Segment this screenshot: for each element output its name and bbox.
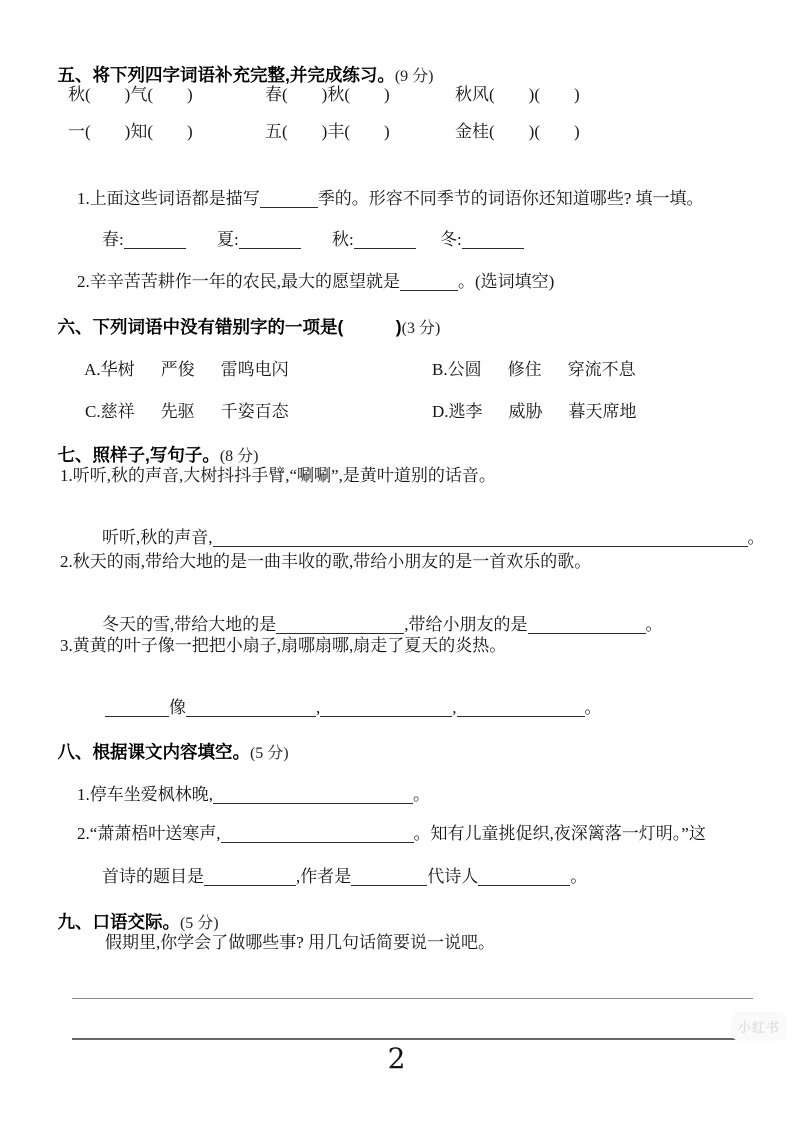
fill-in-blank <box>462 234 524 249</box>
option-word: 先驱 <box>160 402 195 421</box>
fill-in-blank <box>354 234 416 249</box>
question-text: 代诗人 <box>427 867 479 886</box>
question-text: ,作者是 <box>296 867 352 886</box>
option-word: B.公圆 <box>432 360 482 379</box>
option-word: 暮天席地 <box>568 402 637 421</box>
page-number: 2 <box>387 1042 406 1075</box>
section-9-score: (5 分) <box>179 915 219 932</box>
answer-text: ,带给小朋友的是 <box>404 615 528 634</box>
option-word: 修住 <box>507 360 542 379</box>
question-7-2: 2.秋天的雨,带给大地的是一曲丰收的歌,带给小朋友的是一首欢乐的歌。 <box>60 552 592 571</box>
idiom-blank-cell: 秋风( )( ) <box>455 85 580 104</box>
fill-in-blank <box>351 871 427 886</box>
xiaohongshu-watermark: 小红书 <box>731 1012 787 1041</box>
fill-in-blank <box>239 234 301 249</box>
question-7-1: 1.听听,秋的声音,大树抖抖手臂,“唰唰”,是黄叶道别的话音。 <box>60 466 496 485</box>
fill-in-blank <box>320 702 452 717</box>
question-text: 。 <box>413 785 430 804</box>
question-text: 2.“萧萧梧叶送寒声, <box>77 824 221 843</box>
fill-in-blank <box>528 619 646 634</box>
section-5-title: 五、将下列四字词语补充完整,并完成练习。 <box>57 65 395 85</box>
option-d <box>415 379 637 445</box>
section-6-score: (3 分) <box>401 320 441 337</box>
season-autumn-label: 秋: <box>332 230 354 249</box>
fill-in-blank <box>204 871 296 886</box>
fill-in-blank <box>213 532 748 547</box>
idiom-blank-cell: 金桂( )( ) <box>455 122 580 141</box>
fill-in-blank <box>221 828 414 843</box>
section-7-title: 七、照样子,写句子。 <box>57 445 220 465</box>
question-text: 。 <box>570 867 588 886</box>
option-word: 威胁 <box>508 402 543 421</box>
season-winter-label: 冬: <box>440 230 462 249</box>
fill-in-blank <box>260 193 318 208</box>
answer-text: 像 <box>169 698 186 717</box>
answer-text: 。 <box>584 698 602 717</box>
idiom-blank-cell: 一( )知( ) <box>68 122 193 141</box>
question-text: 1.停车坐爱枫林晚, <box>77 785 213 804</box>
answer-line-2 <box>72 1038 753 1040</box>
option-word: C.慈祥 <box>85 402 135 421</box>
fill-in-blank <box>186 702 316 717</box>
section-8-score: (5 分) <box>249 745 289 762</box>
season-spring-label: 春: <box>102 230 124 249</box>
option-word: 严俊 <box>160 360 195 379</box>
section-8-title: 八、根据课文内容填空。 <box>57 742 250 762</box>
question-text: 。(选词填空) <box>458 272 555 291</box>
question-text: 1.上面这些词语都是描写 <box>77 189 260 208</box>
option-word: 穿流不息 <box>567 360 636 379</box>
fill-in-blank <box>457 702 585 717</box>
fill-in-blank <box>124 234 186 249</box>
option-word: A.华树 <box>84 360 135 379</box>
section-7-score: (8 分) <box>219 448 259 465</box>
question-text: 季的。形容不同季节的词语你还知道哪些? 填一填。 <box>317 189 704 208</box>
option-word: 千姿百态 <box>220 402 289 421</box>
answer-text: , <box>452 698 457 717</box>
question-text: 。知有儿童挑促织,夜深篱落一灯明。”这 <box>413 824 706 843</box>
fill-in-blank <box>276 619 404 634</box>
answer-line-1 <box>72 998 753 999</box>
answer-text: , <box>316 698 321 717</box>
fill-in-blank <box>400 276 458 291</box>
answer-text: 。 <box>645 615 663 634</box>
fill-in-blank <box>478 871 570 886</box>
question-7-3: 3.黄黄的叶子像一把把小扇子,扇哪扇哪,扇走了夏天的炎热。 <box>60 636 507 655</box>
idiom-blank-cell: 秋( )气( ) <box>68 85 193 104</box>
section-5-score: (9 分) <box>394 68 434 85</box>
option-word: 雷鸣电闪 <box>220 360 289 379</box>
fill-in-blank <box>105 702 169 717</box>
answer-text: 听听,秋的声音, <box>102 528 213 547</box>
answer-text: 。 <box>747 528 765 547</box>
answer-text: 冬天的雪,带给大地的是 <box>102 615 277 634</box>
question-text: 2.辛辛苦苦耕作一年的农民,最大的愿望就是 <box>77 272 400 291</box>
idiom-blank-cell: 五( )丰( ) <box>265 122 390 141</box>
speaking-prompt: 假期里,你学会了做哪些事? 用几句话简要说一说吧。 <box>105 933 496 952</box>
idiom-blank-cell: 春( )秋( ) <box>265 85 390 104</box>
section-6-title: 六、下列词语中没有错别字的一项是( ) <box>57 317 402 337</box>
section-9-title: 九、口语交际。 <box>57 912 180 932</box>
question-text: 首诗的题目是 <box>102 867 204 886</box>
option-word: D.逃李 <box>432 402 483 421</box>
season-summer-label: 夏: <box>217 230 239 249</box>
